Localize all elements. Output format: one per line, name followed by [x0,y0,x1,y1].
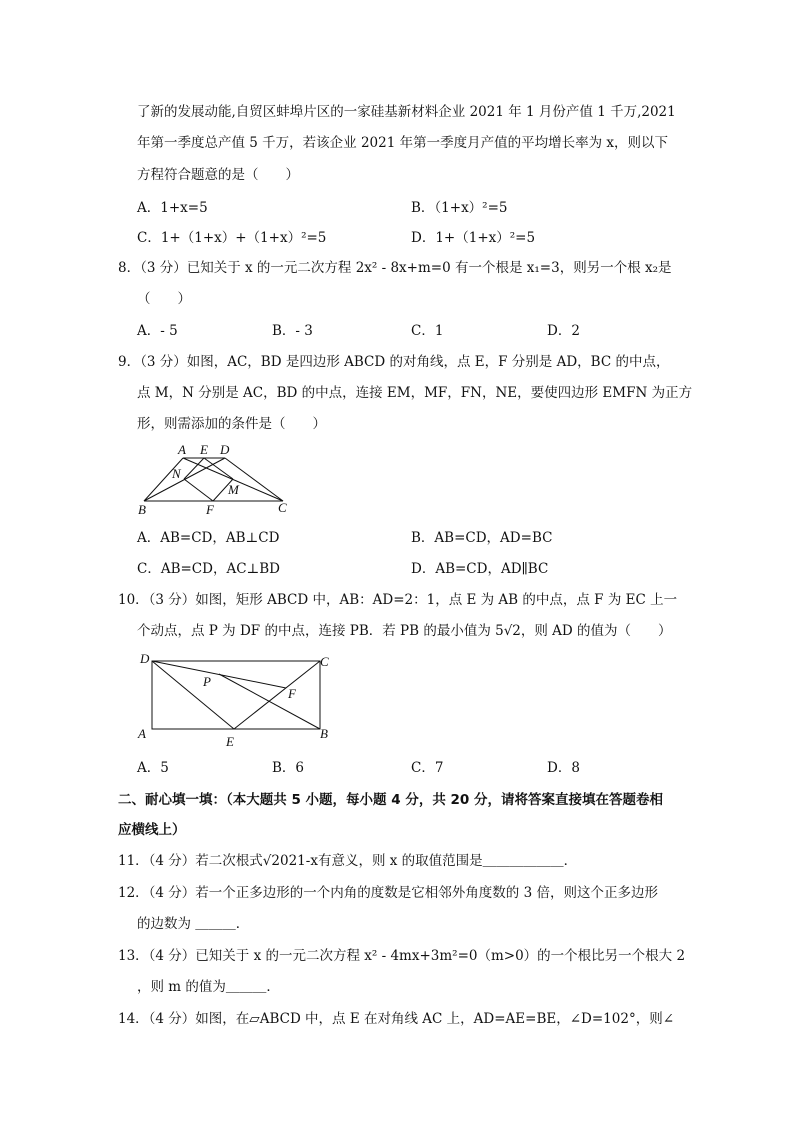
q10-figure [130,648,340,748]
q9-segment-nf [184,479,213,501]
q9-label-d: D [220,442,230,457]
q9-label-m: M [228,482,239,497]
q9-line1: 9．（3 分）如图，AC，BD 是四边形 ABCD 的对角线，点 E，F 分别是 AD，BC 的中点， [118,354,670,370]
q9-line3: 形，则需添加的条件是（ ） [137,416,326,432]
q10-segment-ec [234,661,320,729]
q7-option-a: A．1+x=5 [137,200,208,216]
q9-line2: 点 M，N 分别是 AC，BD 的中点，连接 EM，MF，FN，NE，要使四边形 EMFN 为正方 [137,385,693,401]
q10-option-c: C．7 [411,760,444,776]
q7-option-c: C．1+（1+x）+（1+x）²=5 [137,230,327,246]
q12-line1: 12．（4 分）若一个正多边形的一个内角的度数是它相邻外角度数的 3 倍，则这个正多边形 [118,885,658,901]
q13-line2: ，则 m 的值为＿＿＿． [137,979,280,995]
q8-line2: （ ） [137,291,191,307]
q7-line1: 了新的发展动能,自贸区蚌埠片区的一家硅基新材料企业 2021 年 1 月份产值 1 千万,2021 [137,104,676,120]
q10-label-c: C [320,654,329,669]
q12-line2: 的边数为 ＿＿＿． [137,916,250,932]
q9-label-e: E [200,442,208,457]
q7-option-d: D．1+（1+x）²=5 [411,230,536,246]
q10-label-p: P [203,674,211,689]
q10-label-e: E [226,734,234,748]
q8-option-c: C．1 [411,323,444,339]
q8-option-a: A．- 5 [137,323,178,339]
q9-segment-en [184,458,204,479]
q14-line1: 14．（4 分）如图，在▱ABCD 中，点 E 在对角线 AC 上，AD=AE=BE，∠D=102°，则∠ [118,1011,675,1027]
q9-label-c: C [278,500,287,515]
q9-option-d: D．AB=CD，AD∥BC [411,561,549,577]
q7-line3: 方程符合题意的是（ ） [137,167,299,183]
q9-option-c: C．AB=CD，AC⊥BD [137,561,280,577]
section2-heading-line1: 二、耐心填一填：（本大题共 5 小题，每小题 4 分，共 20 分，请将答案直接填在答题卷相 [118,792,664,808]
q10-label-d: D [140,651,150,666]
q8-option-b: B．- 3 [272,323,313,339]
q9-option-a: A．AB=CD，AB⊥CD [137,530,280,546]
q9-label-f: F [206,502,214,517]
q7-line2: 年第一季度总产值 5 千万，若该企业 2021 年第一季度月产值的平均增长率为 x，则以下 [137,135,669,151]
q8-line1: 8．（3 分）已知关于 x 的一元二次方程 2x² - 8x+m=0 有一个根是 x₁=3，则另一个根 x₂是 [118,260,672,276]
q9-label-a: A [178,442,186,457]
q10-label-f: F [288,686,296,701]
section2-heading-line2: 应横线上） [118,822,186,838]
q10-label-b: B [320,726,328,741]
q9-label-b: B [138,502,146,517]
q10-line1: 10．（3 分）如图，矩形 ABCD 中，AB：AD=2：1，点 E 为 AB 的中点，点 F 为 EC 上一 [118,592,678,608]
q9-label-n: N [172,466,181,481]
q13-line1: 13．（4 分）已知关于 x 的一元二次方程 x² - 4mx+3m²=0（m>0）的一个根比另一个根大 2 [118,948,686,964]
q10-label-a: A [138,726,146,741]
q8-option-d: D．2 [547,323,580,339]
q10-segment-pb [219,674,320,729]
q7-option-b: B．（1+x）²=5 [411,200,508,216]
q10-option-b: B．6 [272,760,305,776]
q10-line2: 个动点，点 P 为 DF 的中点，连接 PB．若 PB 的最小值为 5√2，则 AD 的值为（ ） [137,623,672,639]
q10-segment-de [152,661,234,729]
q9-figure [130,438,300,518]
q11-line1: 11．（4 分）若二次根式√2021-x有意义，则 x 的取值范围是＿＿＿＿＿＿． [118,853,578,869]
q10-option-d: D．8 [547,760,580,776]
q10-option-a: A．5 [137,760,169,776]
q9-option-b: B．AB=CD，AD=BC [411,530,553,546]
